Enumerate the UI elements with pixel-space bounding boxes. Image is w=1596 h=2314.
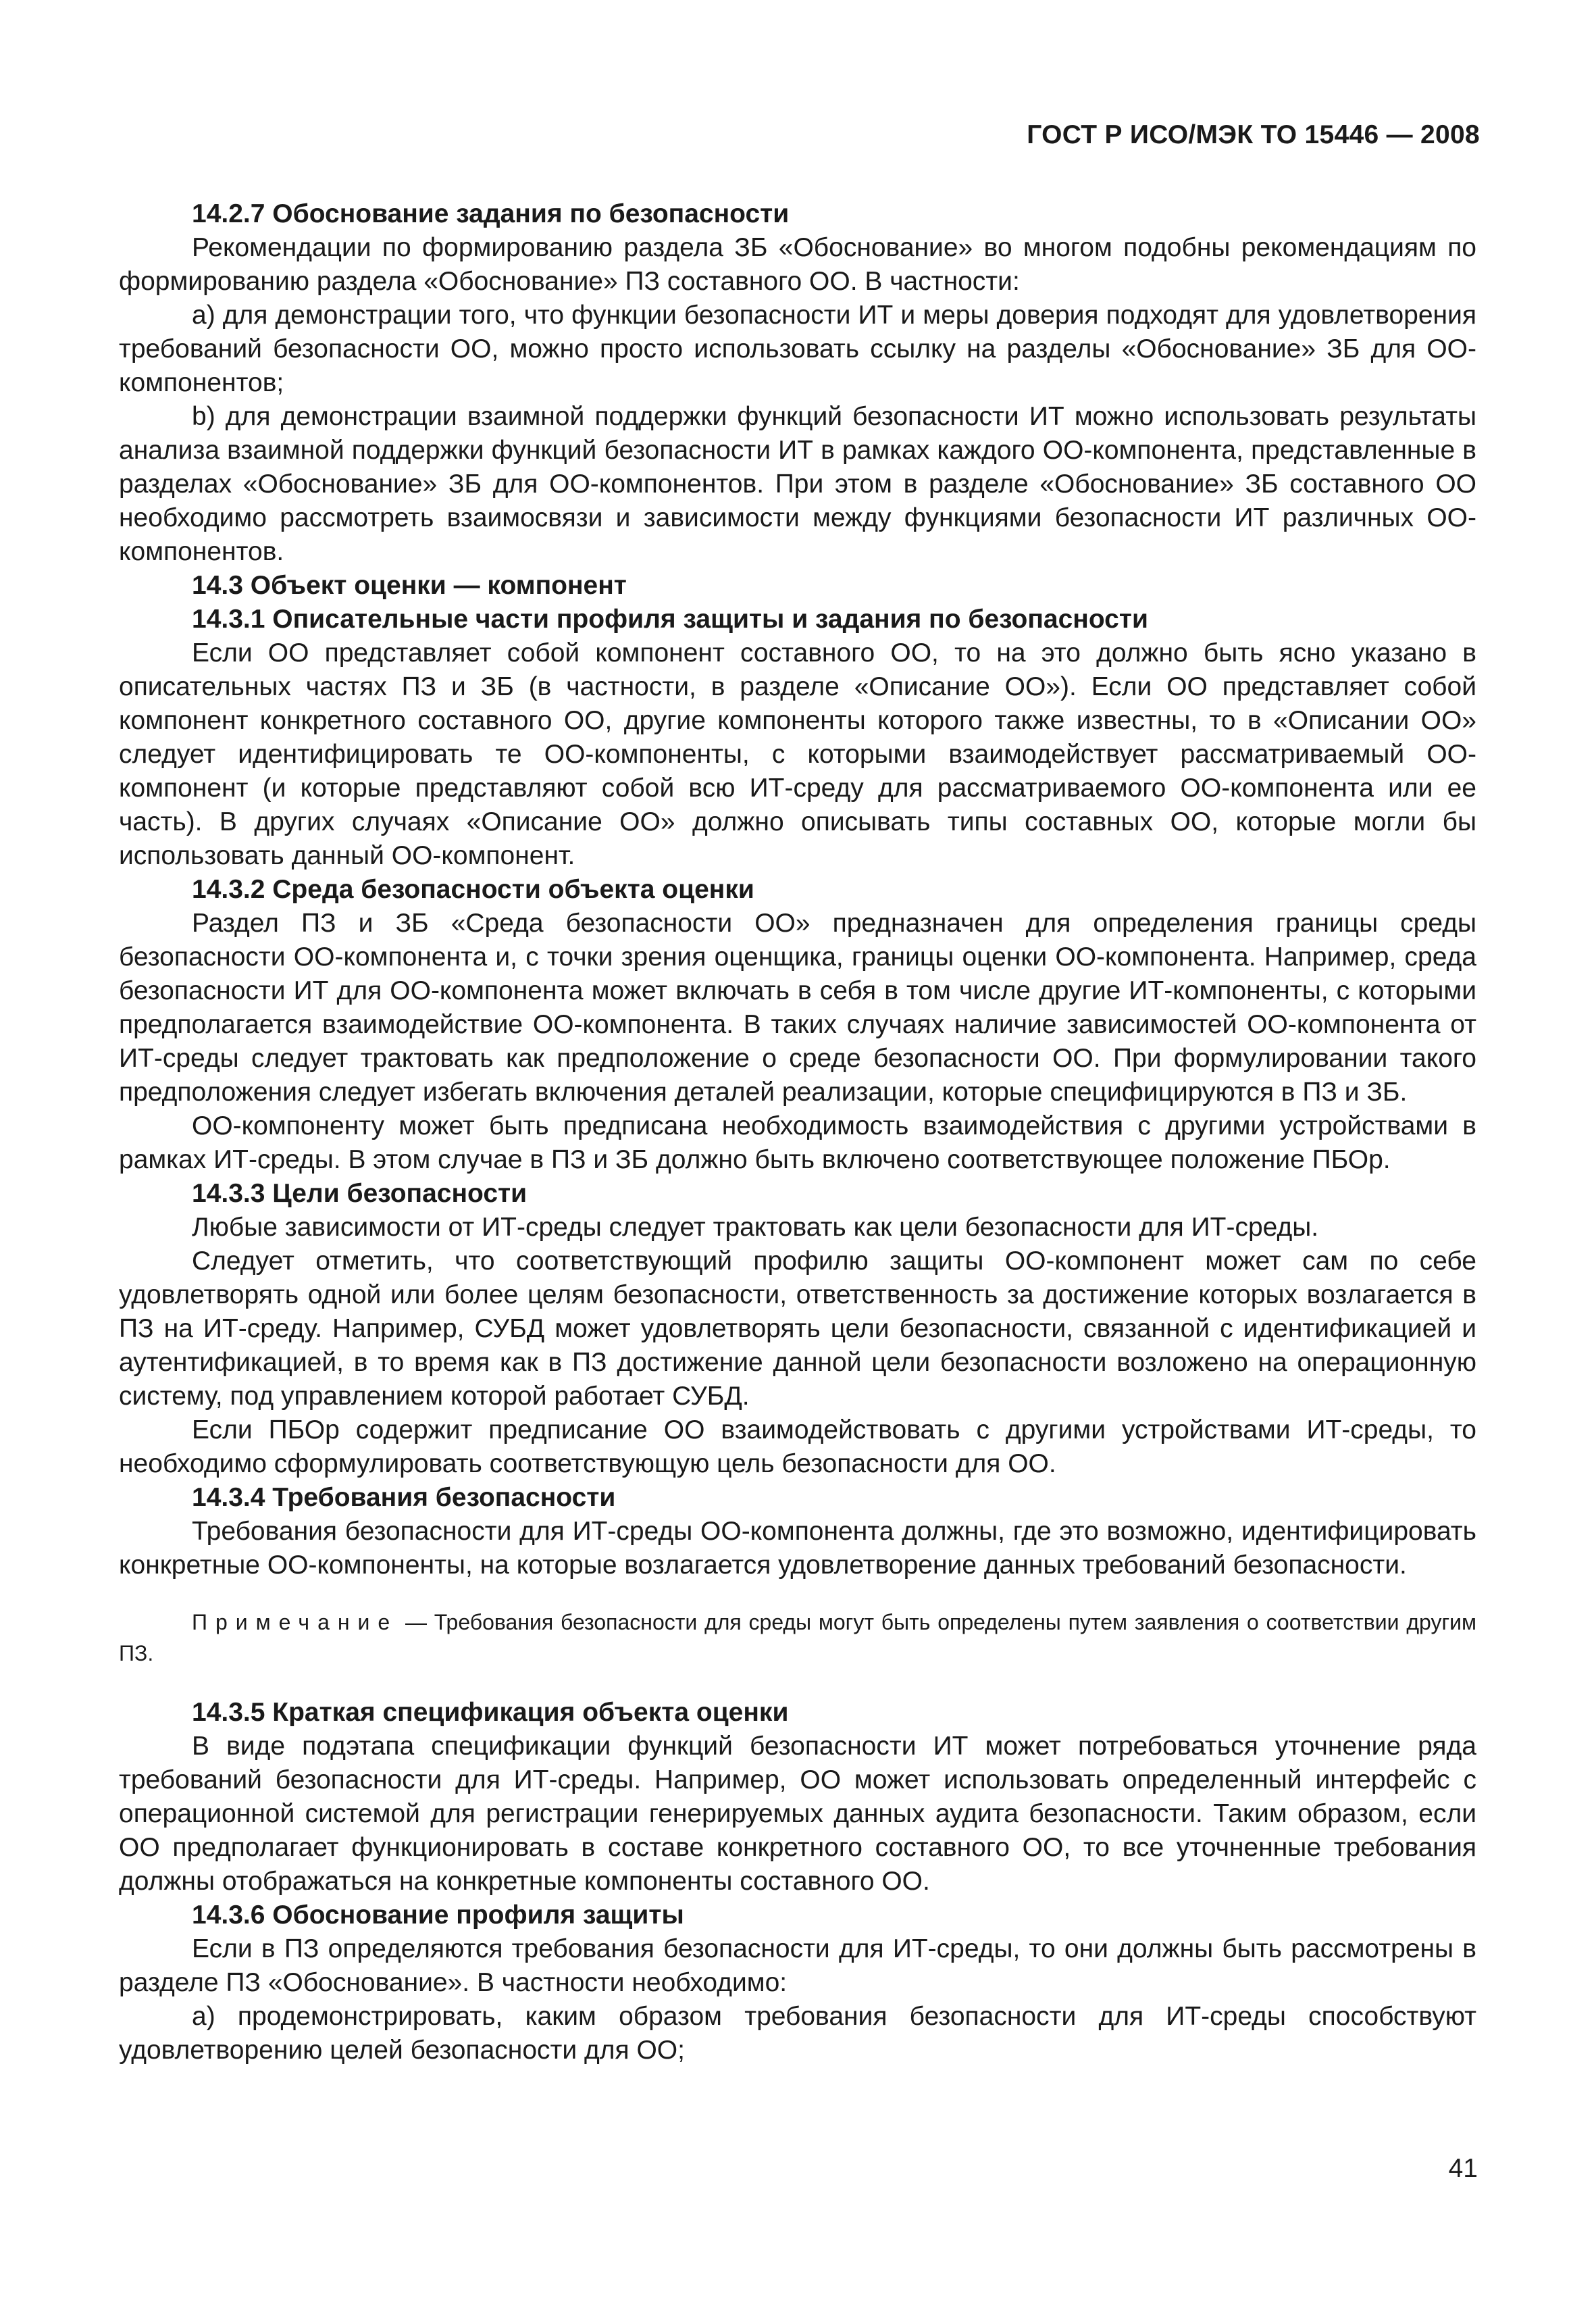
section-heading-14-2-7: 14.2.7 Обоснование задания по безопасности	[192, 199, 790, 228]
list-item-a: а) для демонстрации того, что функции безопасности ИТ и меры доверия подходят для удовлетворения требований безопасности ОО, можно просто использовать ссылку на разделы «Обоснование» ЗБ для ОО-компонентов;	[119, 301, 1476, 397]
document-body	[119, 197, 1476, 2067]
paragraph: Рекомендации по формированию раздела ЗБ «Обоснование» во многом подобны рекомендациям по формированию раздела «Обоснование» ПЗ составного ОО. В частности:	[119, 233, 1476, 296]
paragraph: Если ПБОр содержит предписание ОО взаимодействовать с другими устройствами ИТ-среды, то необходимо сформулировать соответствующую цель безопасности для ОО.	[119, 1415, 1476, 1478]
list-item-a: а) продемонстрировать, каким образом требования безопасности для ИТ-среды способствуют удовлетворению целей безопасности для ОО;	[119, 2002, 1476, 2065]
paragraph: Если ОО представляет собой компонент составного ОО, то на это должно быть ясно указано в описательных частях ПЗ и ЗБ (в частности, в разделе «Описание ОО»). Если ОО представляет собой компонент конкретного составного ОО, другие компоненты которого также известны, то в «Описании ОО» следует идентифицировать те ОО-компоненты, с которыми взаимодействует рассматриваемый ОО-компонент (и которые представляют собой всю ИТ-среду для рассматриваемого ОО-компонента или ее часть). В других случаях «Описание ОО» должно описывать типы составных ОО, которые могли бы использовать данный ОО-компонент.	[119, 638, 1476, 870]
section-heading-14-3-5: 14.3.5 Краткая спецификация объекта оценки	[192, 1698, 789, 1727]
list-item-b: b) для демонстрации взаимной поддержки функций безопасности ИТ можно использовать результаты анализа взаимной поддержки функций безопасности ИТ в рамках каждого ОО-компонента, представленные в разделах «Обоснование» ЗБ для ОО-компонентов. При этом в разделе «Обоснование» ЗБ составного ОО необходимо рассмотреть взаимосвязи и зависимости между функциями безопасности ИТ различных ОО-компонентов.	[119, 402, 1476, 566]
section-heading-14-3-6: 14.3.6 Обоснование профиля защиты	[192, 1901, 684, 1930]
note	[119, 1607, 1476, 1669]
paragraph: Любые зависимости от ИТ-среды следует трактовать как цели безопасности для ИТ-среды.	[192, 1213, 1319, 1242]
note-label: Примечание	[192, 1610, 398, 1634]
paragraph: Требования безопасности для ИТ-среды ОО-компонента должны, где это возможно, идентифицировать конкретные ОО-компоненты, на которые возлагается удовлетворение данных требований безопасности.	[119, 1517, 1476, 1580]
section-heading-14-3-4: 14.3.4 Требования безопасности	[192, 1483, 616, 1512]
paragraph: В виде подэтапа спецификации функций безопасности ИТ может потребоваться уточнение ряда требований безопасности для ИТ-среды. Например, ОО может использовать определенный интерфейс с операционной системой для регистрации генерируемых данных аудита безопасности. Таким образом, если ОО предполагает функционировать в составе конкретного составного ОО, то все уточненные требования должны отображаться на конкретные компоненты составного ОО.	[119, 1732, 1476, 1896]
paragraph: ОО-компоненту может быть предписана необходимость взаимодействия с другими устройствами в рамках ИТ-среды. В этом случае в ПЗ и ЗБ должно быть включено соответствующее положение ПБОр.	[119, 1111, 1476, 1174]
section-heading-14-3-1: 14.3.1 Описательные части профиля защиты и задания по безопасности	[192, 605, 1148, 634]
paragraph: Следует отметить, что соответствующий профилю защиты ОО-компонент может сам по себе удовлетворять одной или более целям безопасности, ответственность за достижение которых возлагается в ПЗ на ИТ-среду. Например, СУБД может удовлетворять цели безопасности, связанной с идентификацией и аутентификацией, в то время как в ПЗ достижение данной цели безопасности возложено на операционную систему, под управлением которой работает СУБД.	[119, 1247, 1476, 1411]
paragraph: Если в ПЗ определяются требования безопасности для ИТ-среды, то они должны быть рассмотрены в разделе ПЗ «Обоснование». В частности необходимо:	[119, 1934, 1476, 1997]
standard-header: ГОСТ Р ИСО/МЭК ТО 15446 — 2008	[1027, 120, 1480, 149]
page-number: 41	[1448, 2154, 1478, 2183]
section-heading-14-3-2: 14.3.2 Среда безопасности объекта оценки	[192, 875, 754, 904]
note-text: — Требования безопасности для среды могут быть определены путем заявления о соответствии другим ПЗ.	[119, 1610, 1476, 1665]
section-heading-14-3: 14.3 Объект оценки — компонент	[192, 571, 627, 600]
section-heading-14-3-3: 14.3.3 Цели безопасности	[192, 1179, 527, 1208]
paragraph: Раздел ПЗ и ЗБ «Среда безопасности ОО» предназначен для определения границы среды безопасности ОО-компонента и, с точки зрения оценщика, границы оценки ОО-компонента. Например, среда безопасности ИТ для ОО-компонента может включать в себя в том числе другие ИТ-компоненты, с которыми предполагается взаимодействие ОО-компонента. В таких случаях наличие зависимостей ОО-компонента от ИТ-среды следует трактовать как предположение о среде безопасности ОО. При формулировании такого предположения следует избегать включения деталей реализации, которые специфицируются в ПЗ и ЗБ.	[119, 909, 1476, 1107]
